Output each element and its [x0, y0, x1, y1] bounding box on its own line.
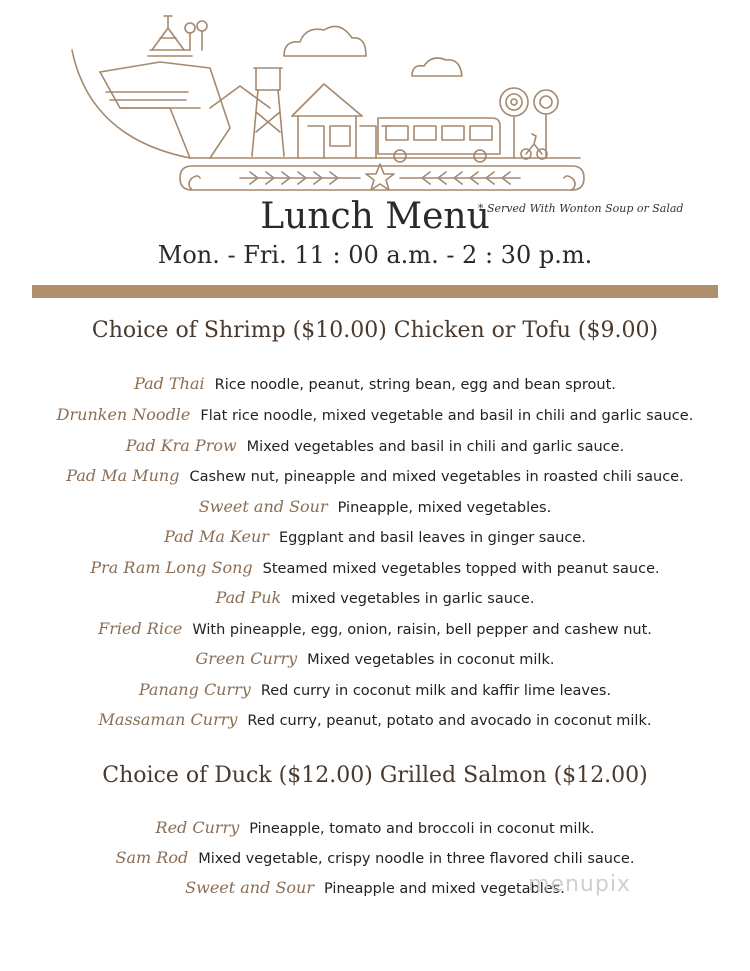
item-description: Mixed vegetables and basil in chili and garlic sauce. [246, 439, 625, 455]
item-name: Pad Thai [134, 374, 205, 393]
item-name: Pra Ram Long Song [90, 558, 253, 577]
item-name: Drunken Noodle [56, 405, 191, 424]
item-description: Pineapple, mixed vegetables. [337, 500, 552, 516]
item-name: Red Curry [155, 818, 240, 837]
item-name: Green Curry [195, 649, 298, 668]
section-heading-shrimp-chicken-tofu: Choice of Shrimp ($10.00) Chicken or Tofu ($9.00) [91, 318, 659, 343]
item-name: Massaman Curry [98, 710, 238, 729]
section-heading-duck-salmon: Choice of Duck ($12.00) Grilled Salmon ($12.00) [102, 763, 648, 788]
item-name: Sweet and Sour [198, 497, 328, 516]
page-title: Lunch Menu [260, 196, 490, 237]
menu-item [0, 405, 750, 424]
menu-item [0, 374, 750, 393]
menu-item [0, 680, 750, 699]
item-description: Steamed mixed vegetables topped with peanut sauce. [262, 561, 660, 577]
item-description: Red curry, peanut, potato and avocado in coconut milk. [247, 713, 652, 729]
served-with-note: * Served With Wonton Soup or Salad [478, 202, 684, 215]
item-description: Cashew nut, pineapple and mixed vegetables in roasted chili sauce. [189, 469, 684, 485]
menu-item [0, 436, 750, 455]
item-name: Sam Rod [115, 848, 189, 867]
item-description: Rice noodle, peanut, string bean, egg and bean sprout. [214, 377, 616, 393]
menu-item [0, 649, 750, 668]
lunch-hours: Mon. - Fri. 11 : 00 a.m. - 2 : 30 p.m. [157, 241, 593, 269]
item-description: Pineapple and mixed vegetables. [323, 881, 565, 897]
menu-item [0, 527, 750, 546]
item-name: Pad Puk [215, 588, 282, 607]
item-description: mixed vegetables in garlic sauce. [291, 591, 535, 607]
menu-item [0, 848, 750, 867]
item-description: Mixed vegetables in coconut milk. [307, 652, 555, 668]
item-name: Fried Rice [98, 619, 183, 638]
item-name: Pad Ma Keur [164, 527, 269, 546]
menu-item [0, 710, 750, 729]
item-description: Flat rice noodle, mixed vegetable and basil in chili and garlic sauce. [200, 408, 694, 424]
header-divider [32, 285, 718, 298]
menu-item [0, 588, 750, 607]
item-description: Pineapple, tomato and broccoli in coconut milk. [249, 821, 595, 837]
town-illustration [60, 8, 620, 200]
item-name: Panang Curry [138, 680, 251, 699]
menu-item [0, 878, 750, 897]
item-description: Eggplant and basil leaves in ginger sauce. [278, 530, 586, 546]
item-name: Pad Ma Mung [66, 466, 180, 485]
menu-item [0, 818, 750, 837]
item-name: Pad Kra Prow [125, 436, 237, 455]
menu-item [0, 497, 750, 516]
menu-item [0, 558, 750, 577]
item-description: With pineapple, egg, onion, raisin, bell pepper and cashew nut. [192, 622, 652, 638]
item-description: Red curry in coconut milk and kaffir lime leaves. [260, 683, 612, 699]
menu-item [0, 466, 750, 485]
item-description: Mixed vegetable, crispy noodle in three flavored chili sauce. [198, 851, 635, 867]
item-name: Sweet and Sour [185, 878, 314, 897]
watermark: menupix [528, 872, 631, 897]
menu-item [0, 619, 750, 638]
